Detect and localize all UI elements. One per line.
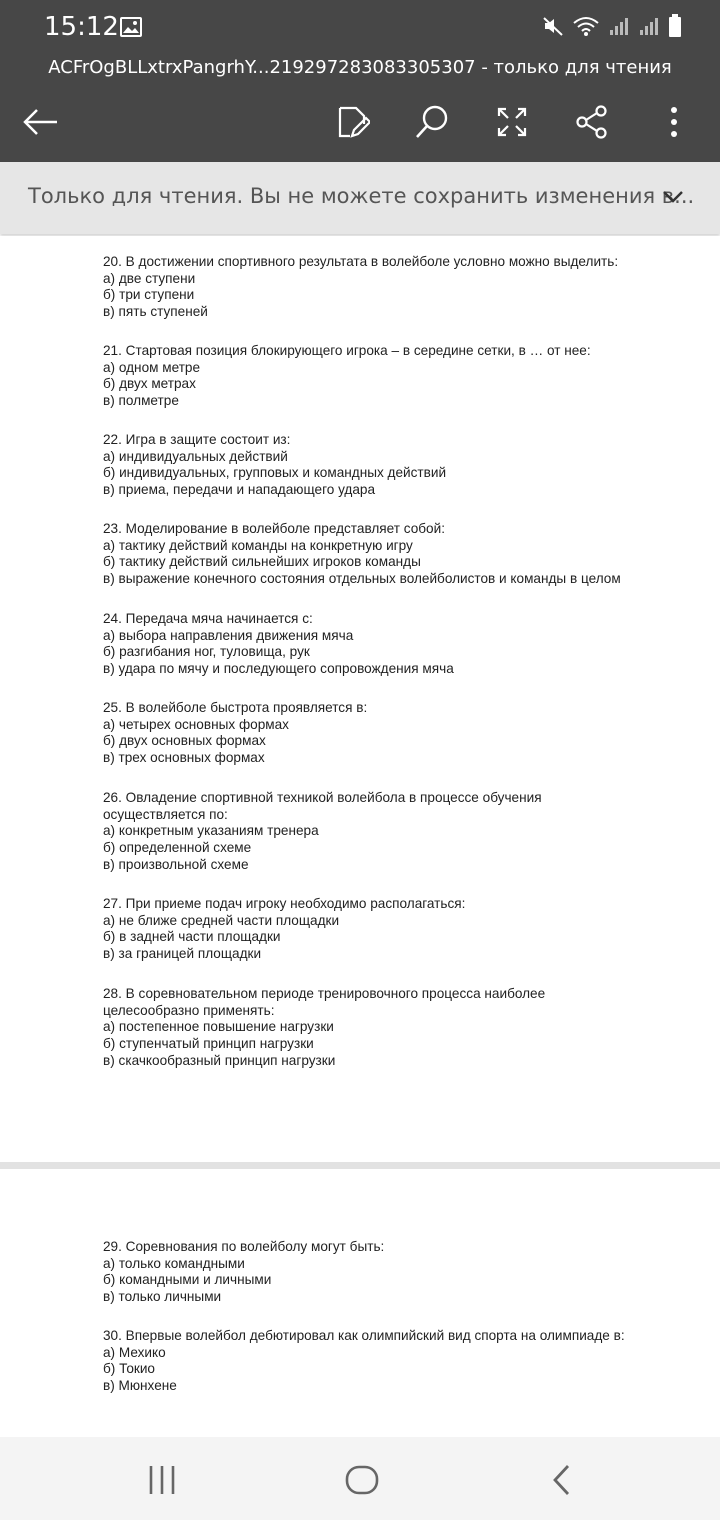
share-button[interactable] [570, 100, 614, 144]
search-button[interactable] [410, 100, 454, 144]
question-26 [103, 790, 693, 874]
answer-option: б) три ступени [103, 287, 195, 303]
question-22 [103, 432, 693, 499]
edit-icon [334, 104, 370, 140]
question-29 [103, 1239, 693, 1306]
answer-option: б) двух основных формах [103, 733, 266, 749]
back-nav-button[interactable] [537, 1455, 587, 1505]
question-25 [103, 700, 693, 767]
question-20 [103, 254, 693, 321]
answer-option: в) приема, передачи и нападающего удара [103, 482, 376, 498]
answer-option: б) командными и личными [103, 1272, 272, 1288]
question-text-continued: целесообразно применять: [103, 1002, 275, 1018]
fullscreen-icon [496, 106, 528, 138]
answer-option: в) произвольной схеме [103, 856, 249, 872]
question-text: 28. В соревновательном периоде тренировочного процесса наиболее [103, 986, 546, 1001]
answer-option: а) только командными [103, 1255, 245, 1271]
answer-option: а) выбора направления движения мяча [103, 627, 354, 643]
back-arrow-icon [20, 107, 60, 137]
answer-option: в) за границей площадки [103, 946, 262, 962]
question-text: 27. При приеме подач игроку необходимо располагаться: [103, 896, 466, 911]
question-text: 29. Соревнования по волейболу могут быть: [103, 1239, 385, 1254]
answer-option: а) четырех основных формах [103, 716, 289, 732]
answer-option: б) двух метрах [103, 376, 196, 392]
question-30 [103, 1328, 693, 1395]
more-options-button[interactable] [652, 100, 696, 144]
answer-option: б) тактику действий сильнейших игроков команды [103, 554, 421, 570]
edit-button[interactable] [330, 100, 374, 144]
app-toolbar [0, 0, 720, 162]
answer-option: а) индивидуальных действий [103, 448, 288, 464]
recent-apps-button[interactable] [137, 1455, 187, 1505]
answer-option: б) ступенчатый принцип нагрузки [103, 1036, 314, 1052]
status-icons [542, 14, 682, 43]
answer-option: в) пять ступеней [103, 304, 208, 320]
question-27 [103, 896, 693, 963]
answer-option: а) тактику действий команды на конкретную игру [103, 537, 413, 553]
more-icon [668, 106, 680, 138]
answer-option: а) конкретным указаниям тренера [103, 823, 319, 839]
answer-option: в) полметре [103, 393, 179, 409]
page-divider [0, 1162, 720, 1169]
document-page-2 [0, 1169, 720, 1436]
signal-icon [638, 15, 660, 42]
answer-option: а) одном метре [103, 359, 201, 375]
mute-icon [542, 15, 564, 42]
question-21 [103, 343, 693, 410]
system-nav-bar [0, 1437, 720, 1520]
search-icon [414, 104, 450, 140]
back-icon [550, 1463, 574, 1497]
answer-option: б) Токио [103, 1361, 155, 1377]
home-button[interactable] [337, 1455, 387, 1505]
recent-apps-icon [147, 1464, 177, 1496]
question-text: 21. Стартовая позиция блокирующего игрока – в середине сетки, в … от нее: [103, 343, 591, 358]
read-only-banner[interactable] [0, 162, 720, 234]
question-28 [103, 986, 693, 1070]
document-page-1 [0, 236, 720, 1162]
answer-option: а) две ступени [103, 270, 196, 286]
answer-option: б) определенной схеме [103, 840, 252, 856]
status-time: 15:12 [44, 12, 119, 42]
question-23 [103, 521, 693, 588]
question-text: 30. Впервые волейбол дебютировал как олимпийский вид спорта на олимпиаде в: [103, 1328, 625, 1343]
answer-option: в) Мюнхене [103, 1378, 177, 1394]
answer-option: в) трех основных формах [103, 750, 265, 766]
chevron-down-icon[interactable] [660, 184, 686, 210]
wifi-icon [572, 15, 600, 42]
gallery-icon [120, 17, 142, 42]
question-text: 22. Игра в защите состоит из: [103, 432, 291, 447]
document-title: ACFrOgBLLxtrxPangrhY...219297283083305307 - только для чтения [48, 57, 672, 78]
fullscreen-button[interactable] [490, 100, 534, 144]
answer-option: в) только личными [103, 1289, 222, 1305]
question-text: 20. В достижении спортивного результата в волейболе условно можно выделить: [103, 254, 619, 269]
answer-option: б) индивидуальных, групповых и командных действий [103, 465, 447, 481]
answer-option: в) удара по мячу и последующего сопровождения мяча [103, 661, 454, 677]
back-button[interactable] [18, 100, 62, 144]
answer-option: в) скачкообразный принцип нагрузки [103, 1052, 336, 1068]
answer-option: в) выражение конечного состояния отдельных волейболистов и команды в целом [103, 571, 621, 587]
question-text: 26. Овладение спортивной техникой волейбола в процессе обучения [103, 790, 542, 805]
banner-text: Только для чтения. Вы не можете сохранить изменения в... [28, 184, 695, 208]
share-icon [575, 105, 609, 139]
answer-option: а) не ближе средней части площадки [103, 912, 340, 928]
answer-option: а) Мехико [103, 1344, 166, 1360]
question-text-continued: осуществляется по: [103, 806, 228, 822]
answer-option: а) постепенное повышение нагрузки [103, 1019, 334, 1035]
answer-option: б) в задней части площадки [103, 929, 281, 945]
answer-option: б) разгибания ног, туловища, рук [103, 644, 310, 660]
battery-icon [668, 14, 682, 43]
question-text: 23. Моделирование в волейболе представляет собой: [103, 521, 445, 536]
question-text: 25. В волейболе быстрота проявляется в: [103, 700, 368, 715]
home-icon [344, 1464, 380, 1496]
question-24 [103, 611, 693, 678]
question-text: 24. Передача мяча начинается с: [103, 611, 313, 626]
signal-icon [608, 15, 630, 42]
